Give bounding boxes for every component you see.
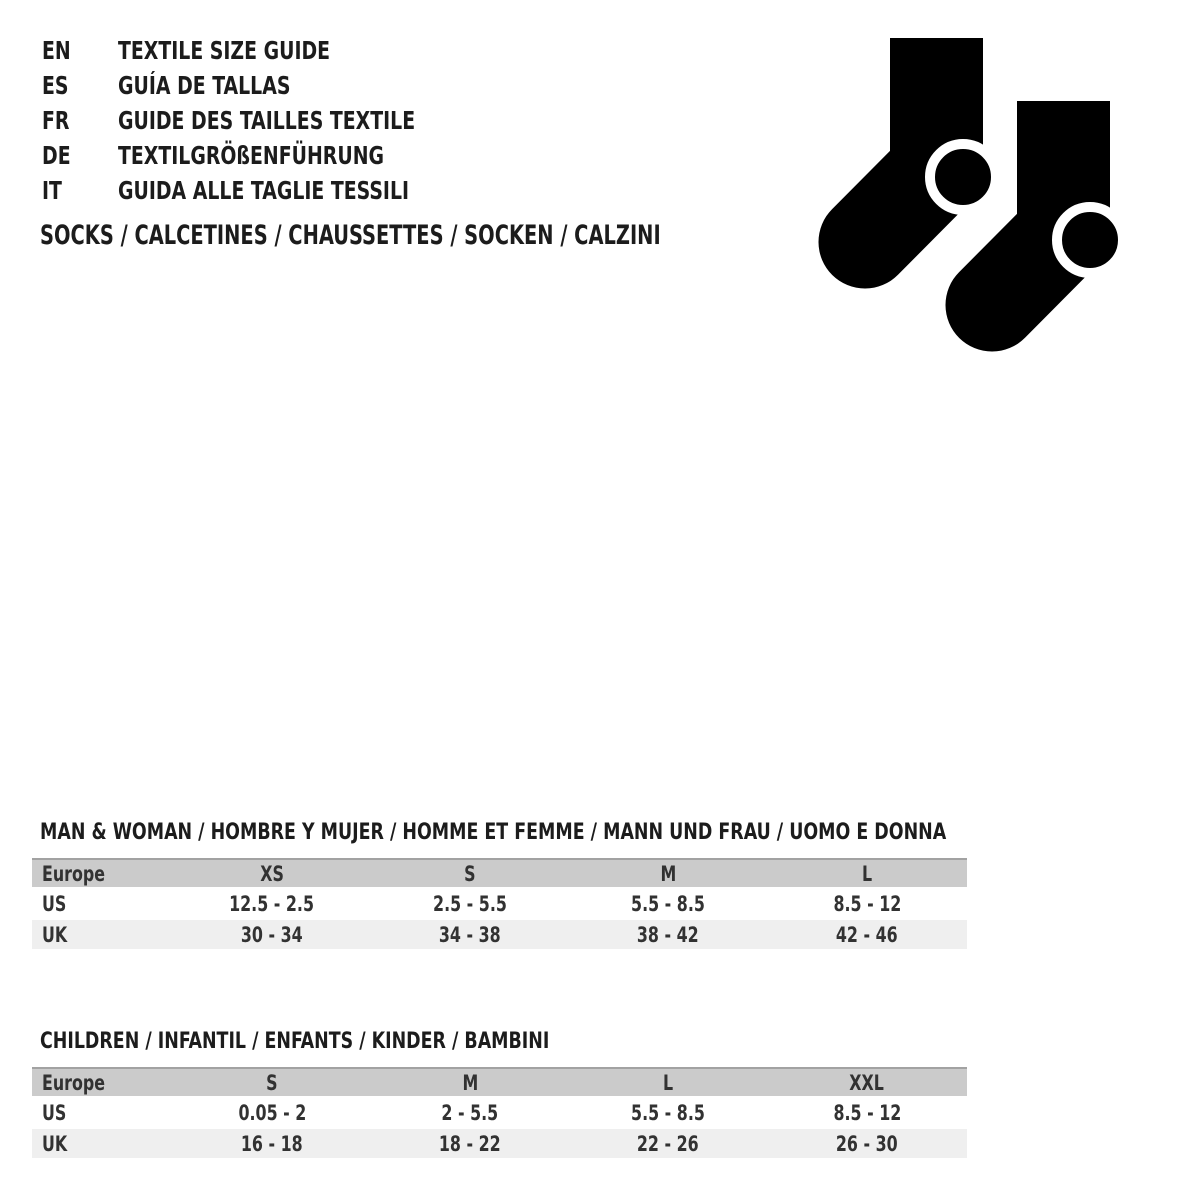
row-label: US: [32, 1096, 173, 1127]
language-label: TEXTILE SIZE GUIDE: [118, 36, 331, 65]
socks-icon: [800, 25, 1130, 355]
size-value: 5.5 - 8.5: [569, 1096, 767, 1127]
size-value: 8.5 - 12: [767, 1096, 967, 1127]
size-value: 26 - 30: [767, 1127, 967, 1158]
size-value: 0.05 - 2: [173, 1096, 371, 1127]
size-value: 5.5 - 8.5: [569, 887, 767, 918]
column-header: Europe: [32, 1067, 173, 1096]
row-label: US: [32, 887, 173, 918]
table-title-children: [40, 1029, 619, 1055]
product-line-text: SOCKS / CALCETINES / CHAUSSETTES / SOCKEN / CALZINI: [40, 220, 661, 251]
table-title-children-text: CHILDREN / INFANTIL / ENFANTS / KINDER / BAMBINI: [40, 1029, 550, 1054]
table-header-row: [32, 858, 967, 887]
language-label: GUIDA ALLE TAGLIE TESSILI: [118, 176, 410, 205]
size-value: 34 - 38: [371, 918, 569, 949]
column-header: L: [569, 1067, 767, 1096]
table-row: [32, 1096, 967, 1127]
column-header: M: [371, 1067, 569, 1096]
size-value: 2 - 5.5: [371, 1096, 569, 1127]
table-title-adult: [40, 820, 1070, 846]
size-value: 38 - 42: [569, 918, 767, 949]
size-table-adult: [32, 858, 967, 949]
language-code: FR: [42, 106, 70, 135]
size-value: 12.5 - 2.5: [173, 887, 371, 918]
language-row: [42, 33, 472, 68]
table-header-row: [32, 1067, 967, 1096]
table-row: [32, 918, 967, 949]
size-value: 16 - 18: [173, 1127, 371, 1158]
column-header: L: [767, 858, 967, 887]
column-header: S: [173, 1067, 371, 1096]
language-row: [42, 173, 472, 208]
size-value: 18 - 22: [371, 1127, 569, 1158]
language-list: [42, 33, 472, 208]
table-row: [32, 887, 967, 918]
product-line: [40, 220, 816, 252]
table-row: [32, 1127, 967, 1158]
language-code: EN: [42, 36, 71, 65]
language-code: IT: [42, 176, 62, 205]
size-value: 8.5 - 12: [767, 887, 967, 918]
column-header: XS: [173, 858, 371, 887]
size-value: 2.5 - 5.5: [371, 887, 569, 918]
column-header: Europe: [32, 858, 173, 887]
size-value: 42 - 46: [767, 918, 967, 949]
size-value: 22 - 26: [569, 1127, 767, 1158]
size-value: 30 - 34: [173, 918, 371, 949]
row-label: UK: [32, 1127, 173, 1158]
language-row: [42, 138, 472, 173]
language-row: [42, 103, 472, 138]
language-label: GUIDE DES TAILLES TEXTILE: [118, 106, 416, 135]
language-label: TEXTILGRÖßENFÜHRUNG: [118, 141, 385, 170]
column-header: XXL: [767, 1067, 967, 1096]
language-row: [42, 68, 472, 103]
language-label: GUÍA DE TALLAS: [118, 71, 291, 100]
size-table-children: [32, 1067, 967, 1158]
column-header: M: [569, 858, 767, 887]
table-title-adult-text: MAN & WOMAN / HOMBRE Y MUJER / HOMME ET FEMME / MANN UND FRAU / UOMO E DONNA: [40, 820, 947, 845]
row-label: UK: [32, 918, 173, 949]
language-code: ES: [42, 71, 69, 100]
column-header: S: [371, 858, 569, 887]
language-code: DE: [42, 141, 71, 170]
